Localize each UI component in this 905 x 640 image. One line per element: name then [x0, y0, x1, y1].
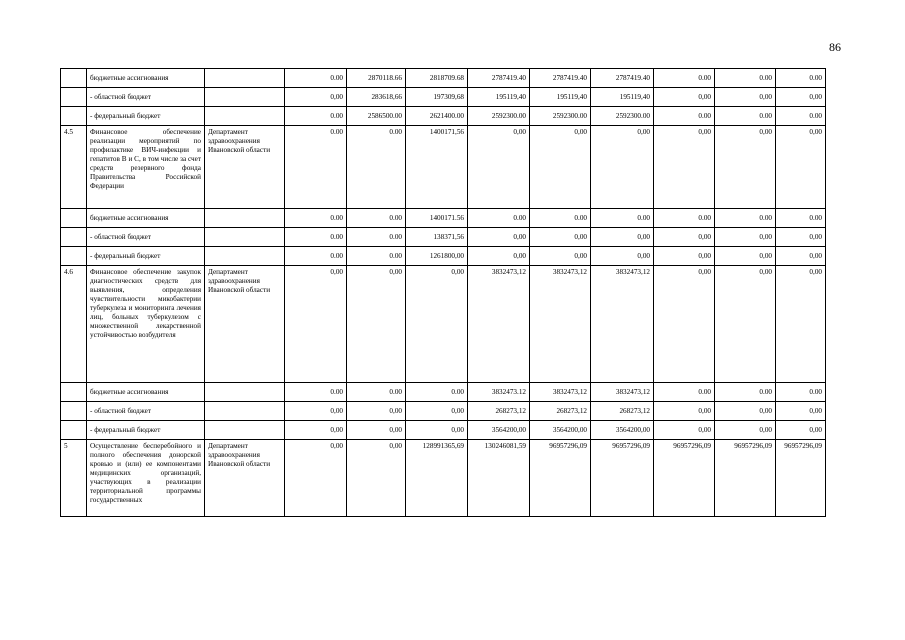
- table-row: [61, 228, 826, 247]
- executor-cell: [205, 88, 285, 107]
- value-cell: 0.00: [715, 383, 776, 402]
- value-cell: 3832473,12: [468, 266, 530, 383]
- value-cell: 0.00: [715, 69, 776, 88]
- value-cell: 1261800,00: [406, 247, 468, 266]
- value-cell: 268273,12: [530, 402, 591, 421]
- row-name-cell: - федеральный бюджет: [87, 421, 205, 440]
- row-number-cell: [61, 421, 87, 440]
- value-cell: 2586500.00: [347, 107, 406, 126]
- value-cell: 195119,40: [591, 88, 654, 107]
- value-cell: 0.00: [285, 107, 347, 126]
- row-number-cell: [61, 107, 87, 126]
- value-cell: 2870118.66: [347, 69, 406, 88]
- value-cell: 0,00: [591, 126, 654, 209]
- value-cell: 0.00: [285, 383, 347, 402]
- row-name-cell: Финансовое обеспечение реализации мероприятий по профилактике ВИЧ-инфекции и гепатитов В и С, в том числе за счет средств резервного фонда Правительства Российской Федерации: [87, 126, 205, 209]
- value-cell: 0.00: [468, 209, 530, 228]
- value-cell: 0.00: [530, 209, 591, 228]
- value-cell: 2621400.00: [406, 107, 468, 126]
- value-cell: 0,00: [715, 126, 776, 209]
- value-cell: 3832473,12: [591, 266, 654, 383]
- table-row: [61, 69, 826, 88]
- table-row: [61, 126, 826, 209]
- value-cell: 3832473.12: [468, 383, 530, 402]
- value-cell: 0,00: [715, 88, 776, 107]
- value-cell: 1400171,56: [406, 126, 468, 209]
- table-row: [61, 266, 826, 383]
- row-name-cell: Финансовое обеспечение закупок диагностических средств для выявления, определения чувствительности микобактерии туберкулеза и мониторинга лечения лиц, больных туберкулезом с множественной лекарственной устойчивостью возбудителя: [87, 266, 205, 383]
- row-number-cell: 4.5: [61, 126, 87, 209]
- value-cell: 2592300.00: [468, 107, 530, 126]
- value-cell: 2592300.00: [591, 107, 654, 126]
- value-cell: 0.00: [654, 69, 715, 88]
- table-row: [61, 88, 826, 107]
- value-cell: 0,00: [715, 228, 776, 247]
- value-cell: 195119,40: [530, 88, 591, 107]
- value-cell: 3832473,12: [530, 383, 591, 402]
- value-cell: 0,00: [347, 402, 406, 421]
- value-cell: 268273,12: [468, 402, 530, 421]
- row-name-cell: бюджетные ассигнования: [87, 383, 205, 402]
- table-row: [61, 209, 826, 228]
- value-cell: 1400171.56: [406, 209, 468, 228]
- row-name-cell: бюджетные ассигнования: [87, 69, 205, 88]
- row-name-cell: - областной бюджет: [87, 228, 205, 247]
- value-cell: 0.00: [347, 228, 406, 247]
- value-cell: 0.00: [285, 209, 347, 228]
- value-cell: 0.00: [285, 126, 347, 209]
- value-cell: 0.00: [715, 107, 776, 126]
- value-cell: 128991365,69: [406, 440, 468, 517]
- table-row: [61, 107, 826, 126]
- value-cell: 0,00: [654, 266, 715, 383]
- executor-cell: Департамент здравоохранения Ивановской области: [205, 266, 285, 383]
- value-cell: 197309,68: [406, 88, 468, 107]
- value-cell: 0,00: [776, 228, 826, 247]
- value-cell: 0.00: [776, 383, 826, 402]
- table-row: [61, 383, 826, 402]
- row-number-cell: [61, 69, 87, 88]
- executor-cell: [205, 383, 285, 402]
- value-cell: 0,00: [406, 421, 468, 440]
- value-cell: 0,00: [406, 402, 468, 421]
- row-name-cell: Осуществление бесперебойного и полного обеспечения донорской кровью и (или) ее компонентами медицинских организаций, участвующих в реализации территориальной программы государственных: [87, 440, 205, 517]
- value-cell: 96957296,09: [715, 440, 776, 517]
- value-cell: 0,00: [530, 126, 591, 209]
- value-cell: 195119,40: [468, 88, 530, 107]
- value-cell: 2592300.00: [530, 107, 591, 126]
- executor-cell: [205, 247, 285, 266]
- value-cell: 0,00: [468, 247, 530, 266]
- value-cell: 96957296,09: [530, 440, 591, 517]
- value-cell: 0,00: [715, 247, 776, 266]
- value-cell: 0.00: [776, 69, 826, 88]
- row-name-cell: - федеральный бюджет: [87, 247, 205, 266]
- value-cell: 0.00: [715, 209, 776, 228]
- row-number-cell: [61, 383, 87, 402]
- value-cell: 2818709.68: [406, 69, 468, 88]
- value-cell: 0.00: [285, 247, 347, 266]
- row-name-cell: бюджетные ассигнования: [87, 209, 205, 228]
- value-cell: 0.00: [654, 107, 715, 126]
- value-cell: 0.00: [347, 247, 406, 266]
- executor-cell: [205, 228, 285, 247]
- value-cell: 0.00: [347, 383, 406, 402]
- value-cell: 138371,56: [406, 228, 468, 247]
- table-row: [61, 440, 826, 517]
- value-cell: 0.00: [285, 69, 347, 88]
- value-cell: 96957296,09: [654, 440, 715, 517]
- row-name-cell: - областной бюджет: [87, 88, 205, 107]
- value-cell: 0,00: [776, 402, 826, 421]
- row-name-cell: - областной бюджет: [87, 402, 205, 421]
- value-cell: 0,00: [285, 421, 347, 440]
- value-cell: 0,00: [654, 228, 715, 247]
- value-cell: 0,00: [776, 88, 826, 107]
- value-cell: 0,00: [468, 126, 530, 209]
- value-cell: 0,00: [530, 247, 591, 266]
- row-number-cell: [61, 402, 87, 421]
- table-row: [61, 402, 826, 421]
- value-cell: 0.00: [654, 383, 715, 402]
- value-cell: 3832473,12: [530, 266, 591, 383]
- value-cell: 0,00: [285, 402, 347, 421]
- value-cell: 3832473,12: [591, 383, 654, 402]
- value-cell: 0,00: [285, 88, 347, 107]
- row-number-cell: [61, 209, 87, 228]
- value-cell: 0,00: [654, 421, 715, 440]
- value-cell: 0,00: [654, 247, 715, 266]
- value-cell: 0,00: [715, 402, 776, 421]
- table-row: [61, 247, 826, 266]
- row-number-cell: [61, 228, 87, 247]
- value-cell: 0,00: [654, 402, 715, 421]
- executor-cell: [205, 69, 285, 88]
- value-cell: 0,00: [776, 266, 826, 383]
- row-number-cell: [61, 247, 87, 266]
- value-cell: 0,00: [776, 421, 826, 440]
- value-cell: 0.00: [347, 209, 406, 228]
- row-number-cell: [61, 88, 87, 107]
- value-cell: 96957296,09: [776, 440, 826, 517]
- value-cell: 0,00: [591, 228, 654, 247]
- table-row: [61, 421, 826, 440]
- value-cell: 0,00: [530, 228, 591, 247]
- value-cell: 0,00: [285, 266, 347, 383]
- value-cell: 0,00: [468, 228, 530, 247]
- value-cell: 0,00: [776, 126, 826, 209]
- value-cell: 130246081,59: [468, 440, 530, 517]
- value-cell: 0,00: [347, 266, 406, 383]
- value-cell: 0,00: [654, 126, 715, 209]
- value-cell: 0.00: [776, 107, 826, 126]
- row-number-cell: 4.6: [61, 266, 87, 383]
- value-cell: 0,00: [347, 421, 406, 440]
- executor-cell: [205, 402, 285, 421]
- value-cell: 268273,12: [591, 402, 654, 421]
- value-cell: 0.00: [776, 209, 826, 228]
- value-cell: 0,00: [591, 247, 654, 266]
- executor-cell: [205, 107, 285, 126]
- value-cell: 2787419.40: [530, 69, 591, 88]
- value-cell: 0,00: [406, 266, 468, 383]
- executor-cell: Департамент здравоохранения Ивановской области: [205, 126, 285, 209]
- value-cell: 0.00: [406, 383, 468, 402]
- row-name-cell: - федеральный бюджет: [87, 107, 205, 126]
- value-cell: 2787419.40: [468, 69, 530, 88]
- value-cell: 0,00: [715, 421, 776, 440]
- value-cell: 0.00: [347, 126, 406, 209]
- value-cell: 0,00: [654, 88, 715, 107]
- page-number: 86: [829, 40, 841, 54]
- value-cell: 0,00: [776, 247, 826, 266]
- value-cell: 0,00: [347, 440, 406, 517]
- value-cell: 2787419.40: [591, 69, 654, 88]
- value-cell: 0.00: [591, 209, 654, 228]
- value-cell: 3564200,00: [468, 421, 530, 440]
- value-cell: 3564200,00: [591, 421, 654, 440]
- value-cell: 0,00: [285, 440, 347, 517]
- value-cell: 96957296,09: [591, 440, 654, 517]
- value-cell: 3564200,00: [530, 421, 591, 440]
- executor-cell: [205, 421, 285, 440]
- executor-cell: [205, 209, 285, 228]
- executor-cell: Департамент здравоохранения Ивановской области: [205, 440, 285, 517]
- value-cell: 0.00: [654, 209, 715, 228]
- value-cell: 0,00: [715, 266, 776, 383]
- value-cell: 283618,66: [347, 88, 406, 107]
- row-number-cell: 5: [61, 440, 87, 517]
- value-cell: 0.00: [285, 228, 347, 247]
- budget-table: [60, 68, 826, 517]
